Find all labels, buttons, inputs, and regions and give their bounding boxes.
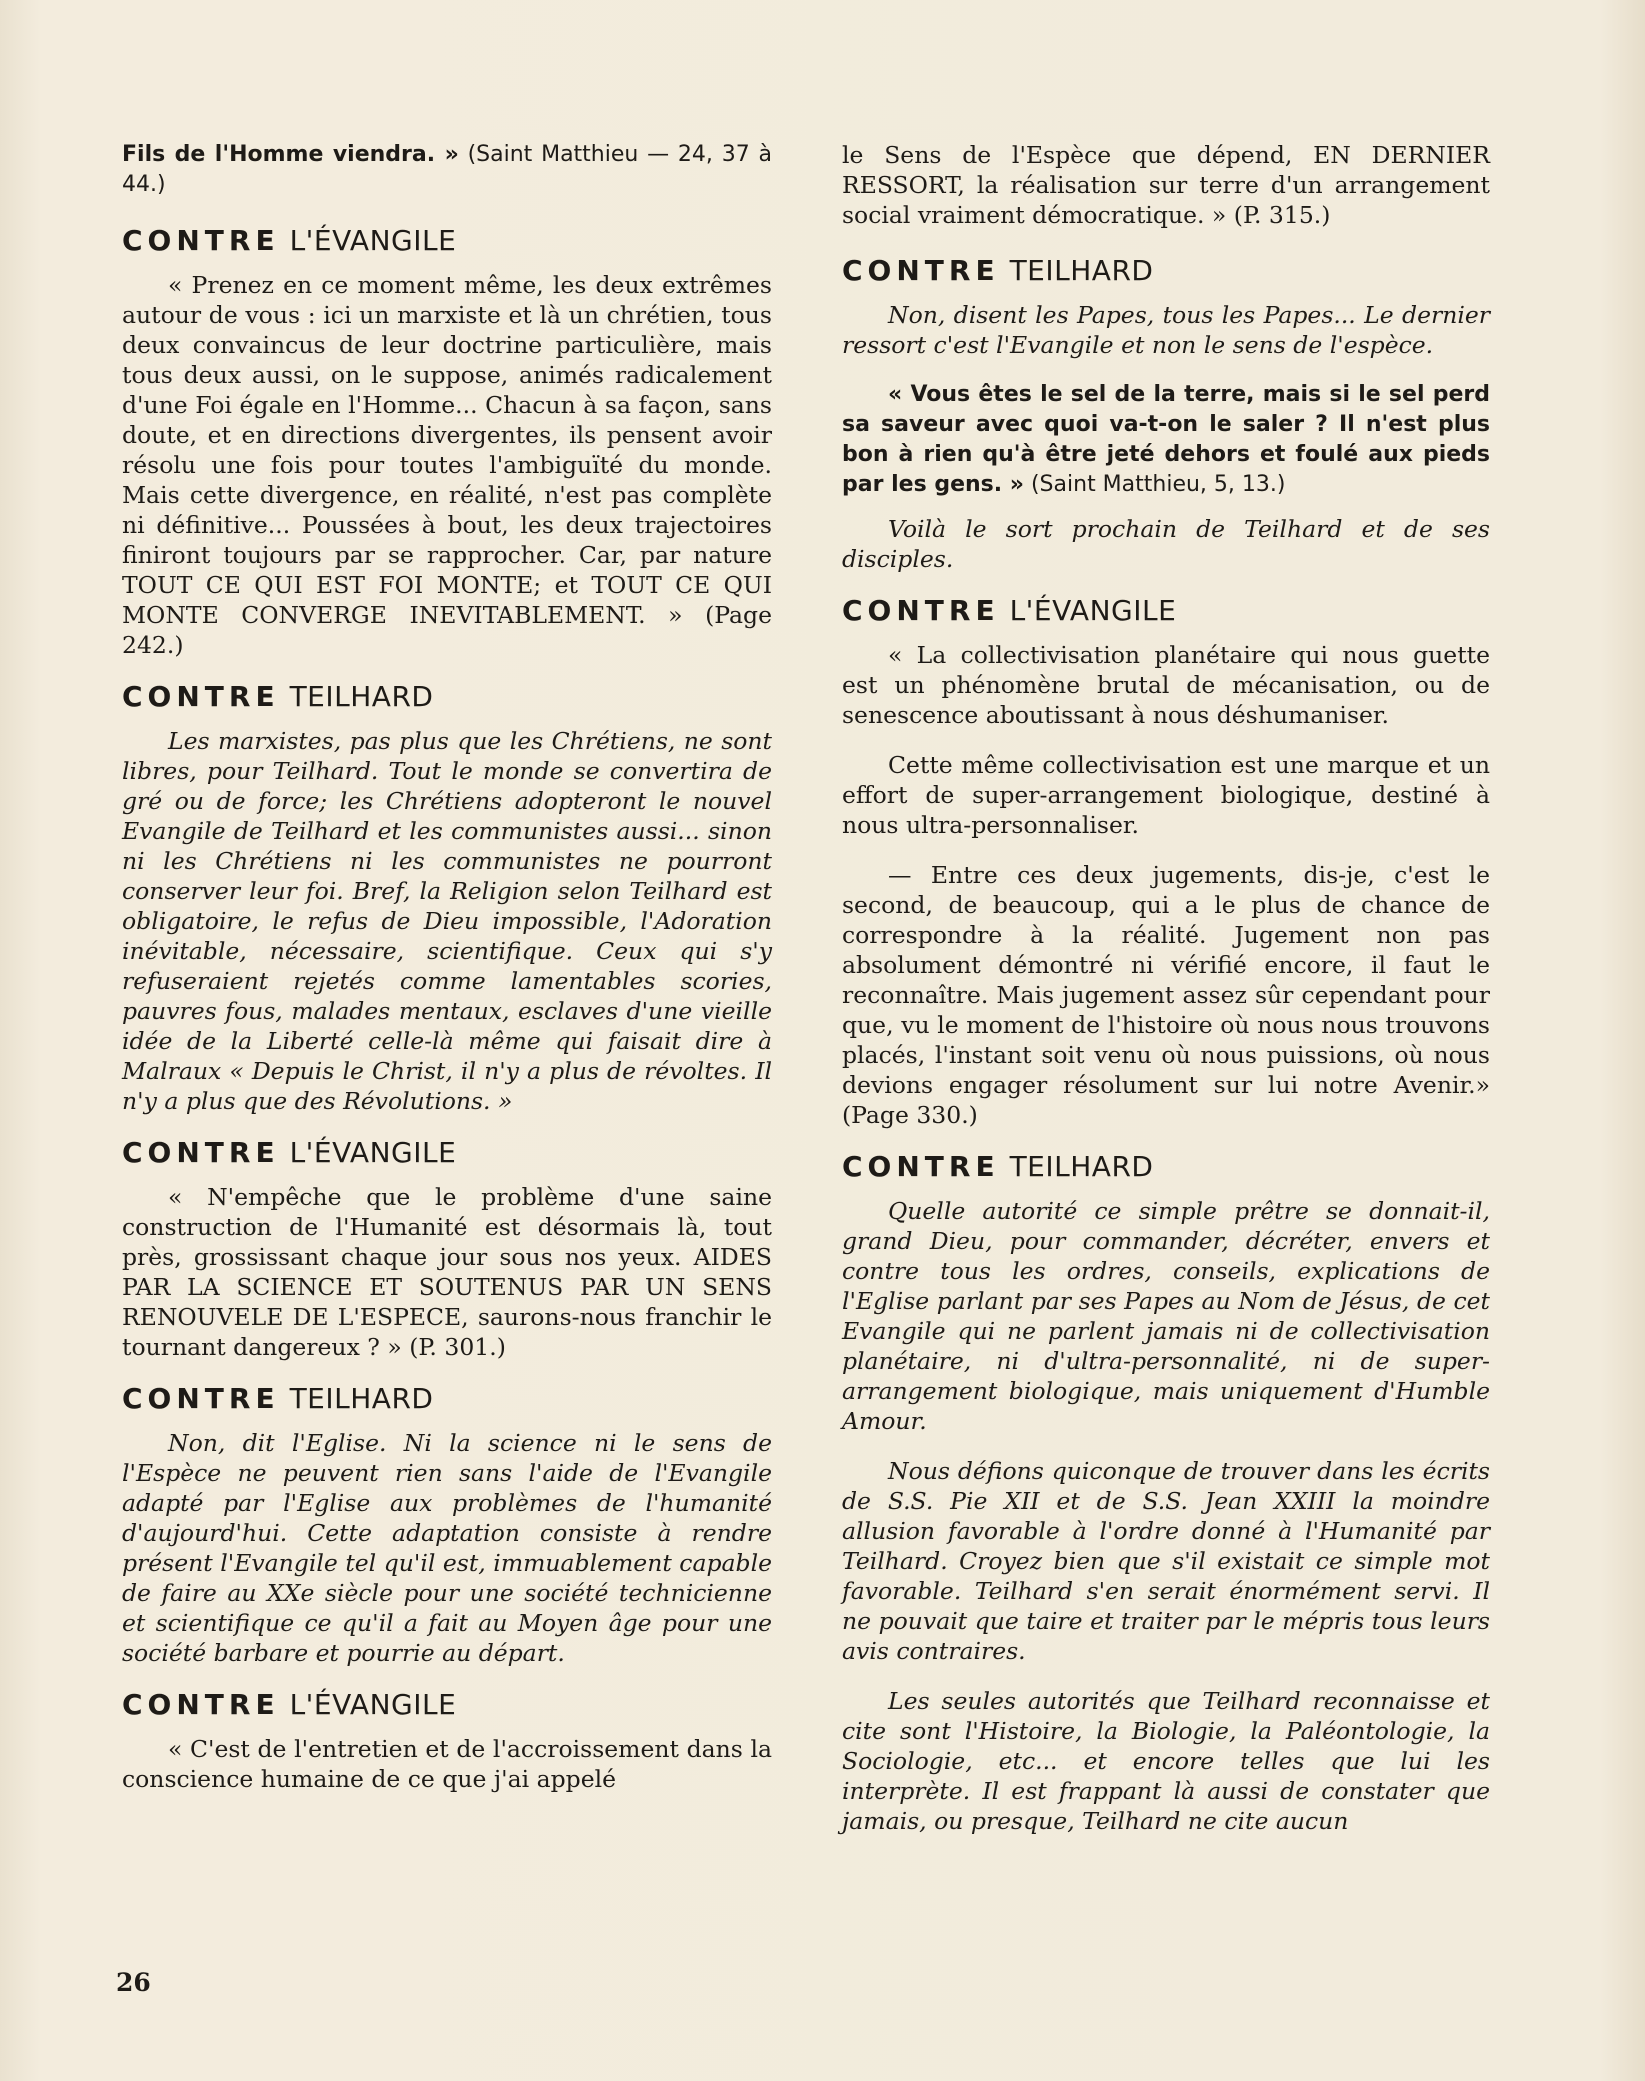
heading-target: TEILHARD <box>1009 254 1154 287</box>
page-number: 26 <box>116 1968 151 1997</box>
opening-reference: (Saint Matthieu — 24, 37 à 44.) <box>122 142 772 197</box>
heading-target: L'ÉVANGILE <box>289 1688 457 1721</box>
heading-keyword: CONTRE <box>842 1150 1000 1183</box>
heading-keyword: CONTRE <box>122 680 280 713</box>
paragraph: « N'empêche que le problème d'une saine construction de l'Humanité est désormais là, tout près, grossissant chaque jour sous nos yeux. AIDES PAR LA SCIENCE ET SOUTENUS PAR UN SENS RENOUVELE DE L'ESPECE, saurons-nous franchir le tournant dangereux ? » (P. 301.) <box>122 1183 772 1361</box>
spacer <box>842 1436 1490 1456</box>
paragraph: le Sens de l'Espèce que dépend, EN DERNIER RESSORT, la réalisation sur terre d'un arrangement social vraiment démocratique. » (P. 315.) <box>842 141 1490 229</box>
heading-keyword: CONTRE <box>842 594 1000 627</box>
opening-bold: Fils de l'Homme viendra. » <box>122 142 459 167</box>
section-heading <box>122 224 772 258</box>
bible-quote <box>842 380 1490 500</box>
spacer <box>842 840 1490 860</box>
spacer <box>842 500 1490 514</box>
heading-keyword: CONTRE <box>842 254 1000 287</box>
heading-target: L'ÉVANGILE <box>289 1136 457 1169</box>
paragraph: Cette même collectivisation est une marque et un effort de super-arrangement biologique, destiné à nous ultra-personnaliser. <box>842 751 1490 839</box>
paragraph: Non, dit l'Eglise. Ni la science ni le sens de l'Espèce ne peuvent rien sans l'aide de l'Evangile adapté par l'Eglise aux problèmes de l'humanité d'aujourd'hui. Cette adaptation consiste à rendre présent l'Evangile tel qu'il est, immuablement capable de faire au XXe siècle pour une société technicienne et scientifique ce qu'il a fait au Moyen âge pour une société barbare et pourrie au départ. <box>122 1429 772 1667</box>
paragraph: Quelle autorité ce simple prêtre se donnait-il, grand Dieu, pour commander, décréter, envers et contre tous les ordres, conseils, explications de l'Eglise parlant par ses Papes au Nom de Jésus, de cet Evangile qui ne parlent jamais ni de collectivisation planétaire, ni d'ultra-personnalité, ni de super-arrangement biologique, mais uniquement d'Humble Amour. <box>842 1197 1490 1435</box>
heading-target: L'ÉVANGILE <box>289 224 457 257</box>
paragraph: Voilà le sort prochain de Teilhard et de ses disciples. <box>842 515 1490 573</box>
paragraph: Les marxistes, pas plus que les Chrétiens, ne sont libres, pour Teilhard. Tout le monde se convertira de gré ou de force; les Chrétiens adopteront le nouvel Evangile de Teilhard et les communistes aussi... sinon ni les Chrétiens ni les communistes ne pourront conserver leur foi. Bref, la Religion selon Teilhard est obligatoire, le refus de Dieu impossible, l'Adoration inévitable, nécessaire, scientifique. Ceux qui s'y refuseraient rejetés comme lamentables scories, pauvres fous, malades mentaux, esclaves d'une vieille idée de la Liberté celle-là même qui faisait dire à Malraux « Depuis le Christ, il n'y a plus de révoltes. Il n'y a plus que des Révolutions. » <box>122 727 772 1115</box>
right-column <box>842 140 1490 1836</box>
section-heading <box>842 254 1490 288</box>
heading-keyword: CONTRE <box>122 1688 280 1721</box>
section-heading <box>842 594 1490 628</box>
bible-quote-reference: (Saint Matthieu, 5, 13.) <box>1023 472 1286 497</box>
paragraph: « Prenez en ce moment même, les deux extrêmes autour de vous : ici un marxiste et là un chrétien, tous deux convaincus de leur doctrine particulière, mais tous deux aussi, on le suppose, animés radicalement d'une Foi égale en l'Homme... Chacun à sa façon, sans doute, et en directions divergentes, ils pensent avoir résolu une fois pour toutes l'ambiguïté du monde. Mais cette divergence, en réalité, n'est pas complète ni définitive... Poussées à bout, les deux trajectoires finiront toujours par se rapprocher. Car, par nature TOUT CE QUI EST FOI MONTE; et TOUT CE QUI MONTE CONVERGE INEVITABLEMENT. » (Page 242.) <box>122 271 772 659</box>
heading-keyword: CONTRE <box>122 1136 280 1169</box>
section-heading <box>122 1136 772 1170</box>
section-heading <box>842 1150 1490 1184</box>
spacer <box>842 1666 1490 1686</box>
heading-target: L'ÉVANGILE <box>1009 594 1177 627</box>
paragraph: « C'est de l'entretien et de l'accroissement dans la conscience humaine de ce que j'ai appelé <box>122 1735 772 1793</box>
bible-quote-text: « Vous êtes le sel de la terre, mais si le sel perd sa saveur avec quoi va-t-on le saler ? Il n'est plus bon à rien qu'à être jeté dehors et foulé aux pieds par les gens. » <box>842 382 1490 497</box>
paragraph: Nous défions quiconque de trouver dans les écrits de S.S. Pie XII et de S.S. Jean XXIII la moindre allusion favorable à l'ordre donné à l'Humanité par Teilhard. Croyez bien que s'il existait ce simple mot favorable. Teilhard s'en serait énormément servi. Il ne pouvait que taire et traiter par le mépris tous leurs avis contraires. <box>842 1457 1490 1665</box>
heading-keyword: CONTRE <box>122 224 280 257</box>
opening-line <box>122 140 772 200</box>
paragraph: « La collectivisation planétaire qui nous guette est un phénomène brutal de mécanisation, ou de senescence aboutissant à nous déshumaniser. <box>842 641 1490 729</box>
section-heading <box>122 1688 772 1722</box>
heading-target: TEILHARD <box>289 680 434 713</box>
section-heading <box>122 680 772 714</box>
section-heading <box>122 1382 772 1416</box>
left-column <box>122 140 772 1794</box>
spacer <box>842 360 1490 380</box>
paragraph: Non, disent les Papes, tous les Papes... Le dernier ressort c'est l'Evangile et non le sens de l'espèce. <box>842 301 1490 359</box>
paragraph: — Entre ces deux jugements, dis-je, c'est le second, de beaucoup, qui a le plus de chance de correspondre à la réalité. Jugement non pas absolument démontré ni vérifié encore, il faut le reconnaître. Mais jugement assez sûr cependant pour que, vu le moment de l'histoire où nous nous trouvons placés, l'instant soit venu où nous puissions, où nous devions engager résolument sur lui notre Avenir.» (Page 330.) <box>842 861 1490 1129</box>
heading-keyword: CONTRE <box>122 1382 280 1415</box>
heading-target: TEILHARD <box>1009 1150 1154 1183</box>
paragraph: Les seules autorités que Teilhard reconnaisse et cite sont l'Histoire, la Biologie, la Paléontologie, la Sociologie, etc... et encore telles que lui les interprète. Il est frappant là aussi de constater que jamais, ou presque, Teilhard ne cite aucun <box>842 1687 1490 1835</box>
heading-target: TEILHARD <box>289 1382 434 1415</box>
spacer <box>842 730 1490 750</box>
